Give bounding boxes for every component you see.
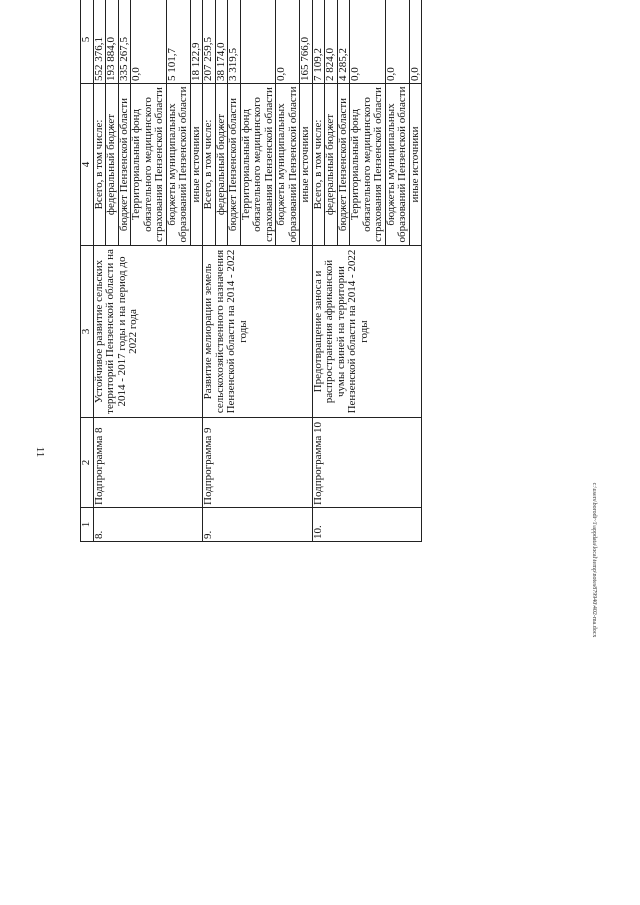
header-cell: 1 (81, 508, 94, 542)
amount-cell (240, 0, 276, 84)
footer-file-path: c:\users\borodi~1\appdata\local\temp\notes879940\402-ma.docx (591, 482, 597, 638)
funding-source: Территориальный фонд обязательного медицинского страхования Пензенской области (131, 84, 167, 246)
funding-source: Всего, в том числе: (312, 84, 325, 246)
program-name: Предотвращение заноса и распространения африканской чумы свиней на территории Пензенской области на 2014 - 2022 годы (312, 246, 422, 418)
program-number: 9. (203, 508, 313, 542)
table-row (312, 0, 325, 542)
program-label: Подпрограмма 10 (312, 418, 422, 508)
amount-cell: 0,0 (385, 0, 409, 84)
program-name: Развитие мелиорации земель сельскохозяйственного назначения Пензенской области на 2014 - 2022 годы (203, 246, 313, 418)
funding-source: Территориальный фонд обязательного медицинского страхования Пензенской области (350, 84, 386, 246)
funding-source: Территориальный фонд обязательного медицинского страхования Пензенской области (240, 84, 276, 246)
table-row (203, 0, 216, 542)
amount-cell: 0,0 (350, 0, 386, 84)
header-cell: 5 (81, 0, 94, 84)
amount-cell: 0,0 (276, 0, 300, 84)
funding-source: бюджеты муниципальных образований Пензенской области (166, 84, 190, 246)
funding-source: иные источники (300, 84, 313, 246)
table-row (93, 0, 106, 542)
funding-source: бюджет Пензенской области (228, 84, 241, 246)
funding-source: бюджет Пензенской области (337, 84, 350, 246)
funding-source: федеральный бюджет (106, 84, 119, 246)
header-cell: 2 (81, 418, 94, 508)
budget-table (80, 0, 422, 542)
table-wrapper (80, 30, 592, 840)
amount-cell: 552 376,1 (93, 0, 106, 84)
funding-source: бюджеты муниципальных образований Пензенской области (276, 84, 300, 246)
amount-cell: 3 319,5 (228, 0, 241, 84)
funding-source: федеральный бюджет (325, 84, 338, 246)
header-row (81, 0, 94, 542)
amount-cell: 4 285,2 (337, 0, 350, 84)
amount-cell: 7 109,2 (312, 0, 325, 84)
funding-source: иные источники (190, 84, 203, 246)
program-name: Устойчивое развитие сельских территорий Пензенской области на 2014 - 2017 годы и на период до 2022 года (93, 246, 203, 418)
program-label: Подпрограмма 9 (203, 418, 313, 508)
amount-cell: 5 101,7 (166, 0, 190, 84)
amount-cell: 0,0 (131, 0, 167, 84)
header-cell: 4 (81, 84, 94, 246)
funding-source: Всего, в том числе: (203, 84, 216, 246)
page-number: 11 (34, 446, 46, 458)
amount-cell: 38 174,0 (215, 0, 228, 84)
funding-source: Всего, в том числе: (93, 84, 106, 246)
program-label: Подпрограмма 8 (93, 418, 203, 508)
amount-cell: 193 884,0 (106, 0, 119, 84)
amount-cell: 207 259,5 (203, 0, 216, 84)
funding-source: федеральный бюджет (215, 84, 228, 246)
budget-table-container (80, 0, 592, 542)
amount-cell: 18 122,9 (190, 0, 203, 84)
header-cell: 3 (81, 246, 94, 418)
program-number: 10. (312, 508, 422, 542)
funding-source: иные источники (409, 84, 422, 246)
amount-cell: 335 267,5 (118, 0, 131, 84)
program-number: 8. (93, 508, 203, 542)
amount-cell: 165 766,0 (300, 0, 313, 84)
amount-cell: 0,0 (409, 0, 422, 84)
funding-source: бюджеты муниципальных образований Пензенской области (385, 84, 409, 246)
amount-cell: 2 824,0 (325, 0, 338, 84)
funding-source: бюджет Пензенской области (118, 84, 131, 246)
